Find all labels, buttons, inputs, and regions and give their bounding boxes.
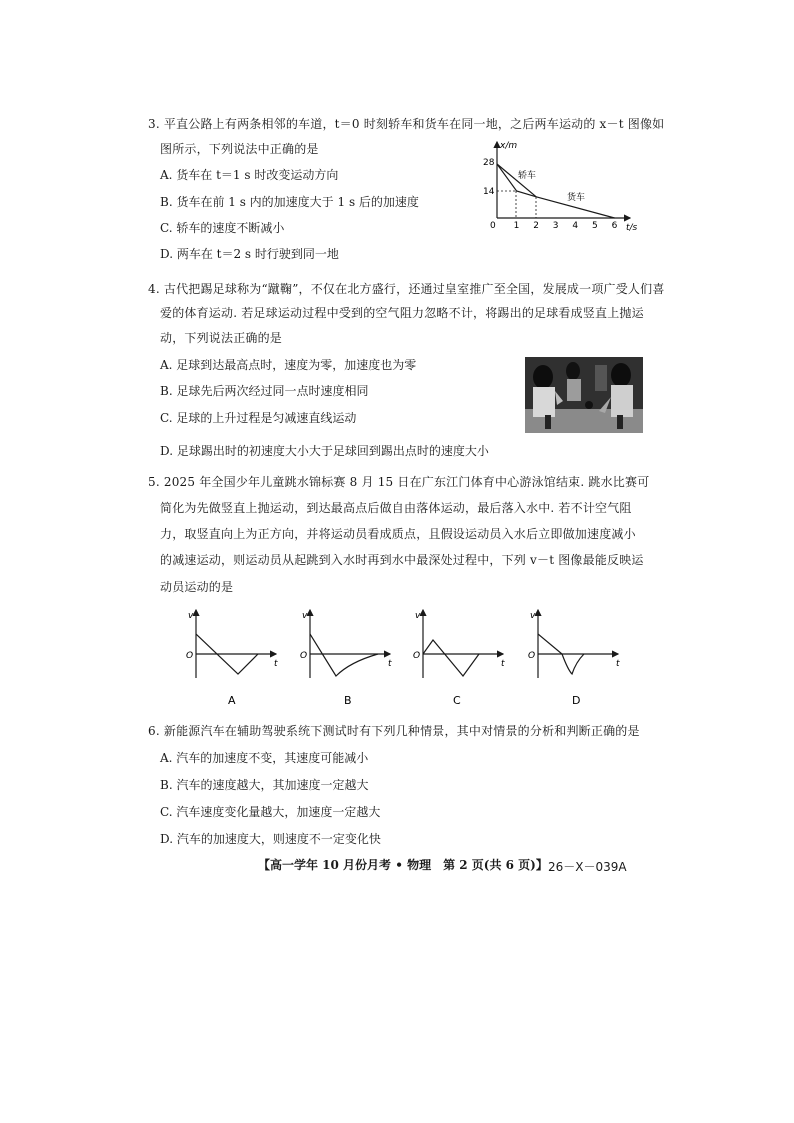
q4-option-c: C. 足球的上升过程是匀减速直线运动: [160, 411, 357, 425]
q5-a-o-label: O: [186, 651, 194, 661]
q5-graph-b: [290, 606, 400, 706]
q3-x-axis-label: t/s: [626, 223, 638, 233]
q5-d-v-label: v: [530, 611, 536, 621]
q6-option-d: D. 汽车的加速度大，则速度不一定变化快: [160, 832, 381, 846]
q5-c-v-label: v: [415, 611, 421, 621]
q3-x-tick-3: 3: [552, 221, 559, 231]
q5-b-label: B: [344, 694, 352, 706]
q3-option-b: B. 货车在前 1 s 内的加速度大于 1 s 后的加速度: [160, 195, 419, 209]
q5-graph-a: [176, 606, 286, 706]
q6-stem-line1: 6. 新能源汽车在辅助驾驶系统下测试时有下列几种情景，其中对情景的分析和判断正确的是: [148, 724, 640, 738]
q3-xt-chart: [478, 138, 646, 234]
q3-x-tick-4: 4: [572, 221, 579, 231]
exam-code: 26－X－039A: [548, 860, 627, 874]
cuju-illustration: [525, 357, 643, 433]
q5-a-t-label: t: [274, 659, 278, 669]
q5-stem-line3: 力，取竖直向上为正方向，并将运动员看成质点，且假设运动员入水后立即做加速度减小: [160, 527, 636, 541]
q5-c-label: C: [453, 694, 461, 706]
q5-graph-d: [518, 606, 628, 706]
q4-option-a: A. 足球到达最高点时，速度为零，加速度也为零: [160, 358, 417, 372]
q5-stem-line4: 的减速运动，则运动员从起跳到入水时再到水中最深处过程中，下列 v－t 图像最能反映运: [160, 553, 644, 567]
q4-option-b: B. 足球先后两次经过同一点时速度相同: [160, 384, 369, 398]
q4-stem-line2: 爱的体育运动. 若足球运动过程中受到的空气阻力忽略不计，将踢出的足球看成竖直上抛运: [160, 306, 644, 320]
q5-stem-line5: 动员运动的是: [160, 580, 234, 594]
q4-stem-line1: 4. 古代把踢足球称为“蹴鞠”，不仅在北方盛行，还通过皇室推广至全国，发展成一项广受人们喜: [148, 282, 665, 296]
q5-c-t-label: t: [501, 659, 505, 669]
q6-option-b: B. 汽车的速度越大，其加速度一定越大: [160, 778, 369, 792]
q6-option-a: A. 汽车的加速度不变，其速度可能减小: [160, 751, 369, 765]
q3-stem-line1: 3. 平直公路上有两条相邻的车道，t＝0 时刻轿车和货车在同一地，之后两车运动的 x－t 图像如: [148, 117, 665, 131]
q3-option-a: A. 货车在 t＝1 s 时改变运动方向: [160, 168, 339, 182]
q3-option-c: C. 轿车的速度不断减小: [160, 221, 285, 235]
q4-option-d: D. 足球踢出时的初速度大小大于足球回到踢出点时的速度大小: [160, 444, 489, 458]
q3-y-axis-label: x/m: [500, 141, 518, 151]
q3-option-d: D. 两车在 t＝2 s 时行驶到同一地: [160, 247, 339, 261]
q3-car-label: 轿车: [518, 171, 537, 181]
q6-option-c: C. 汽车速度变化量越大，加速度一定越大: [160, 805, 381, 819]
q5-b-t-label: t: [388, 659, 392, 669]
q5-b-curve: [310, 634, 378, 676]
q3-origin-label: 0: [490, 221, 496, 231]
q4-stem-line3: 动，下列说法正确的是: [160, 331, 283, 345]
q3-truck-label: 货车: [567, 193, 586, 203]
q3-x-tick-1: 1: [513, 221, 520, 231]
q3-x-tick-2: 2: [533, 221, 539, 231]
q5-b-o-label: O: [300, 651, 308, 661]
q5-a-label: A: [228, 694, 236, 706]
q5-d-o-label: O: [528, 651, 536, 661]
q3-x-tick-5: 5: [592, 221, 598, 231]
q5-stem-line1: 5. 2025 年全国少年儿童跳水锦标赛 8 月 15 日在广东江门体育中心游泳馆结束. 跳水比赛可: [148, 475, 650, 489]
q3-y-tick-14: 14: [483, 187, 495, 197]
q5-a-v-label: v: [188, 611, 194, 621]
q5-c-o-label: O: [413, 651, 421, 661]
q5-d-t-label: t: [616, 659, 620, 669]
q3-y-tick-28: 28: [483, 158, 495, 168]
q5-d-label: D: [572, 694, 581, 706]
page-footer: 【高一学年 10 月份月考 • 物理 第 2 页(共 6 页)】: [258, 858, 548, 872]
q3-stem-line2: 图所示，下列说法中正确的是: [160, 142, 319, 156]
q5-stem-line2: 简化为先做竖直上抛运动，到达最高点后做自由落体运动，最后落入水中. 若不计空气阻: [160, 501, 632, 515]
q3-x-tick-6: 6: [611, 221, 618, 231]
q5-b-v-label: v: [302, 611, 308, 621]
q5-c-curve: [423, 640, 479, 676]
q5-graph-c: [403, 606, 513, 706]
